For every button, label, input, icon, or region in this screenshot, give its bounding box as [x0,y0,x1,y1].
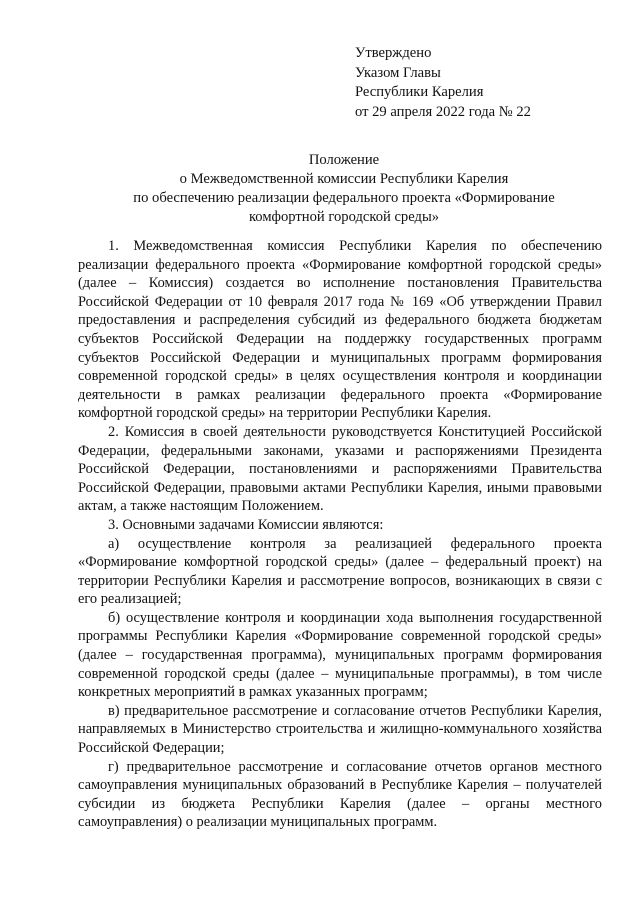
list-item-g: г) предварительное рассмотрение и согласование отчетов органов местного самоуправления муниципальных образований в Республике Карелия – получателей субсидии из бюджета Республики Карелия (далее – органы местного самоуправления) о реализации муниципальных программ. [78,758,602,831]
list-item-b: б) осуществление контроля и координации хода выполнения государственной программы Республики Карелия «Формирование современной городской среды» (далее – государственная программа), муниципальных программ формирования современной городской среды (далее – муниципальные программы), в том числе конкретных мероприятий в рамках указанных программ; [78,609,602,701]
approval-line-date-number: от 29 апреля 2022 года № 22 [355,103,531,120]
document-title [78,151,610,227]
list-item-a: а) осуществление контроля за реализацией федерального проекта «Формирование комфортной городской среды» (далее – федеральный проект) на территории Республики Карелия и рассмотрение вопросов, возникающих в связи с его реализацией; [78,535,602,608]
approval-line-approved: Утверждено [355,45,432,61]
title-line: комфортной городской среды» [248,209,440,225]
title-line: о Межведомственной комиссии Республики Карелия [179,171,509,187]
document-body [78,237,602,832]
approval-stamp [355,44,531,122]
approval-line-republic: Республики Карелия [355,84,484,100]
approval-line-decree: Указом Главы [355,64,441,81]
title-heading: Положение [308,152,380,168]
paragraph-1: 1. Межведомственная комиссия Республики Карелия по обеспечению реализации федерального проекта «Формирование комфортной городской среды» (далее – Комиссия) создается во исполнение постановления Правительства Российской Федерации от 10 февраля 2017 года № 169 «Об утверждении Правил предоставления и распределения субсидий из федерального бюджета бюджетам субъектов Российской Федерации на поддержку государственных программ субъектов Российской Федерации и муниципальных программ формирования современной городской среды» в целях осуществления контроля и координации деятельности в рамках реализации федерального проекта «Формирование комфортной городской среды» на территории Республики Карелия. [78,238,602,422]
title-line: по обеспечению реализации федерального проекта «Формирование [133,190,555,206]
list-item-v: в) предварительное рассмотрение и согласование отчетов Республики Карелия, направляемых в Министерство строительства и жилищно-коммунального хозяйства Российской Федерации; [78,702,602,757]
paragraph-2: 2. Комиссия в своей деятельности руководствуется Конституцией Российской Федерации, федеральными законами, указами и распоряжениями Президента Российской Федерации, постановлениями и распоряжениями Правительства Российской Федерации, правовыми актами Республики Карелия, иными правовыми актам, а также настоящим Положением. [78,423,602,515]
paragraph-3: 3. Основными задачами Комиссии являются: [108,516,384,533]
